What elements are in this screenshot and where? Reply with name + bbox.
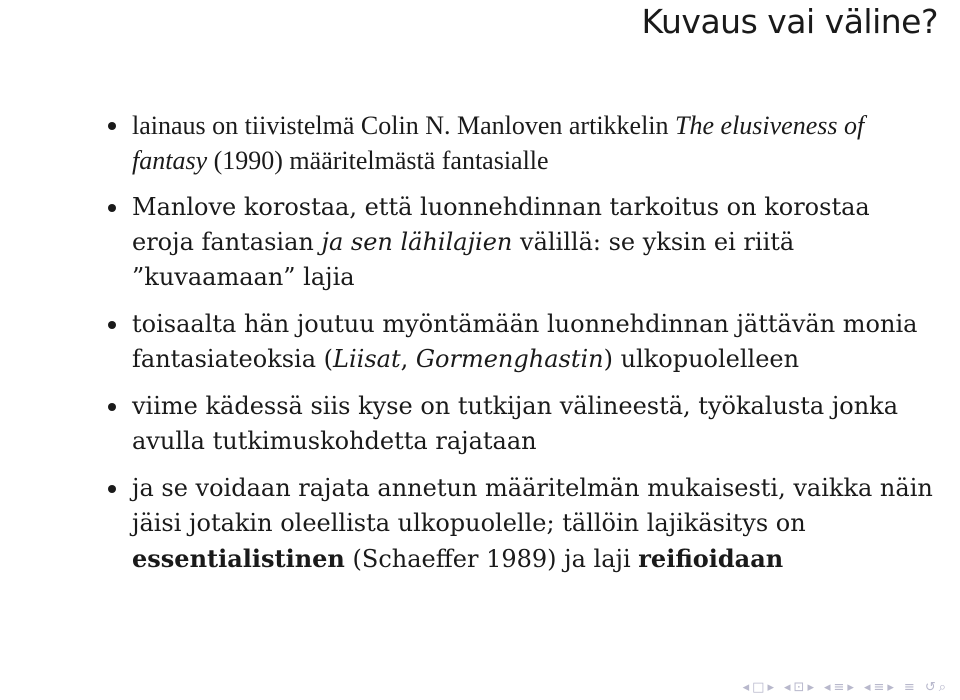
bullet-text-segment: ja sen lähilajien: [321, 228, 513, 256]
nav-next-frame-icon[interactable]: ▸: [767, 680, 774, 695]
bullet-text-segment: ) ulkopuolelleen: [603, 345, 800, 373]
bullet-text-segment: Manlove korostaa, että luonnehdinnan tarkoitus on korostaa eroja fantasian: [132, 193, 870, 256]
nav-zoom-icon[interactable]: ⌕: [938, 680, 946, 695]
nav-align-icon[interactable]: ≡: [903, 680, 915, 695]
slide-title: Kuvaus vai väline?: [641, 2, 938, 41]
bullet-dot-icon: [108, 485, 116, 493]
bullet-dot-icon: [108, 122, 116, 130]
nav-frame-icon[interactable]: □: [752, 680, 765, 695]
bullet-text-segment: viime kädessä siis kyse on tutkijan välineestä, työkalusta jonka avulla tutkimuskohdetta rajataan: [132, 392, 899, 455]
bullet-item: [108, 389, 938, 459]
nav-prev-section-icon[interactable]: ◂: [784, 680, 791, 695]
bullet-text-segment: The elusiveness of fantasy: [132, 111, 865, 175]
bullet-text-segment: (Schaeffer 1989) ja laji: [344, 545, 639, 573]
bullet-dot-icon: [108, 204, 116, 212]
nav-search-icon[interactable]: ↺: [924, 680, 936, 695]
nav-group: [904, 681, 915, 694]
nav-next-subsection-icon[interactable]: ▸: [847, 680, 854, 695]
nav-group: [864, 681, 894, 694]
bullet-text-segment: ja se voidaan rajata annetun määritelmän mukaisesti, vaikka näin jäisi jotakin oleellista ulkopuolelle; tällöin lajikäsitys on: [132, 474, 933, 537]
bullet-item: [108, 307, 938, 377]
bullet-text-segment: välillä: se yksin ei riitä ”kuvaamaan” lajia: [132, 228, 795, 291]
bullet-list: [108, 108, 938, 589]
bullet-item: [108, 471, 938, 577]
nav-prev-subsection-icon[interactable]: ◂: [823, 680, 831, 695]
nav-subsection-icon[interactable]: ≡: [833, 680, 845, 695]
nav-section-icon[interactable]: ⊡: [793, 680, 805, 695]
bullet-dot-icon: [108, 403, 116, 411]
nav-first-icon[interactable]: ◂: [742, 680, 750, 695]
nav-slide-icon[interactable]: ≡: [873, 680, 885, 695]
beamer-navigation-bar: [743, 681, 946, 694]
nav-next-section-icon[interactable]: ▸: [807, 680, 814, 695]
bullet-text-segment: essentialistinen: [132, 544, 345, 573]
nav-group: [925, 681, 946, 694]
bullet-text-segment: toisaalta hän joutuu myöntämään luonnehdinnan jättävän monia fantasiateoksia (: [132, 310, 918, 373]
bullet-text-segment: (1990) määritelmästä fantasialle: [207, 146, 549, 175]
bullet-text-segment: lainaus on tiivistelmä Colin N. Manloven artikkelin: [132, 111, 676, 140]
bullet-text-segment: Gormenghastin: [415, 345, 604, 373]
nav-group: [824, 681, 854, 694]
nav-next-slide-icon[interactable]: ▸: [887, 680, 894, 695]
nav-group: [784, 681, 814, 694]
bullet-dot-icon: [108, 321, 116, 329]
bullet-text-segment: reifioidaan: [638, 544, 784, 573]
nav-group: [743, 681, 774, 694]
bullet-item: [108, 108, 938, 178]
bullet-text-segment: ,: [400, 345, 416, 373]
bullet-item: [108, 190, 938, 295]
nav-prev-slide-icon[interactable]: ◂: [863, 680, 871, 695]
bullet-text-segment: Liisat: [333, 345, 401, 373]
